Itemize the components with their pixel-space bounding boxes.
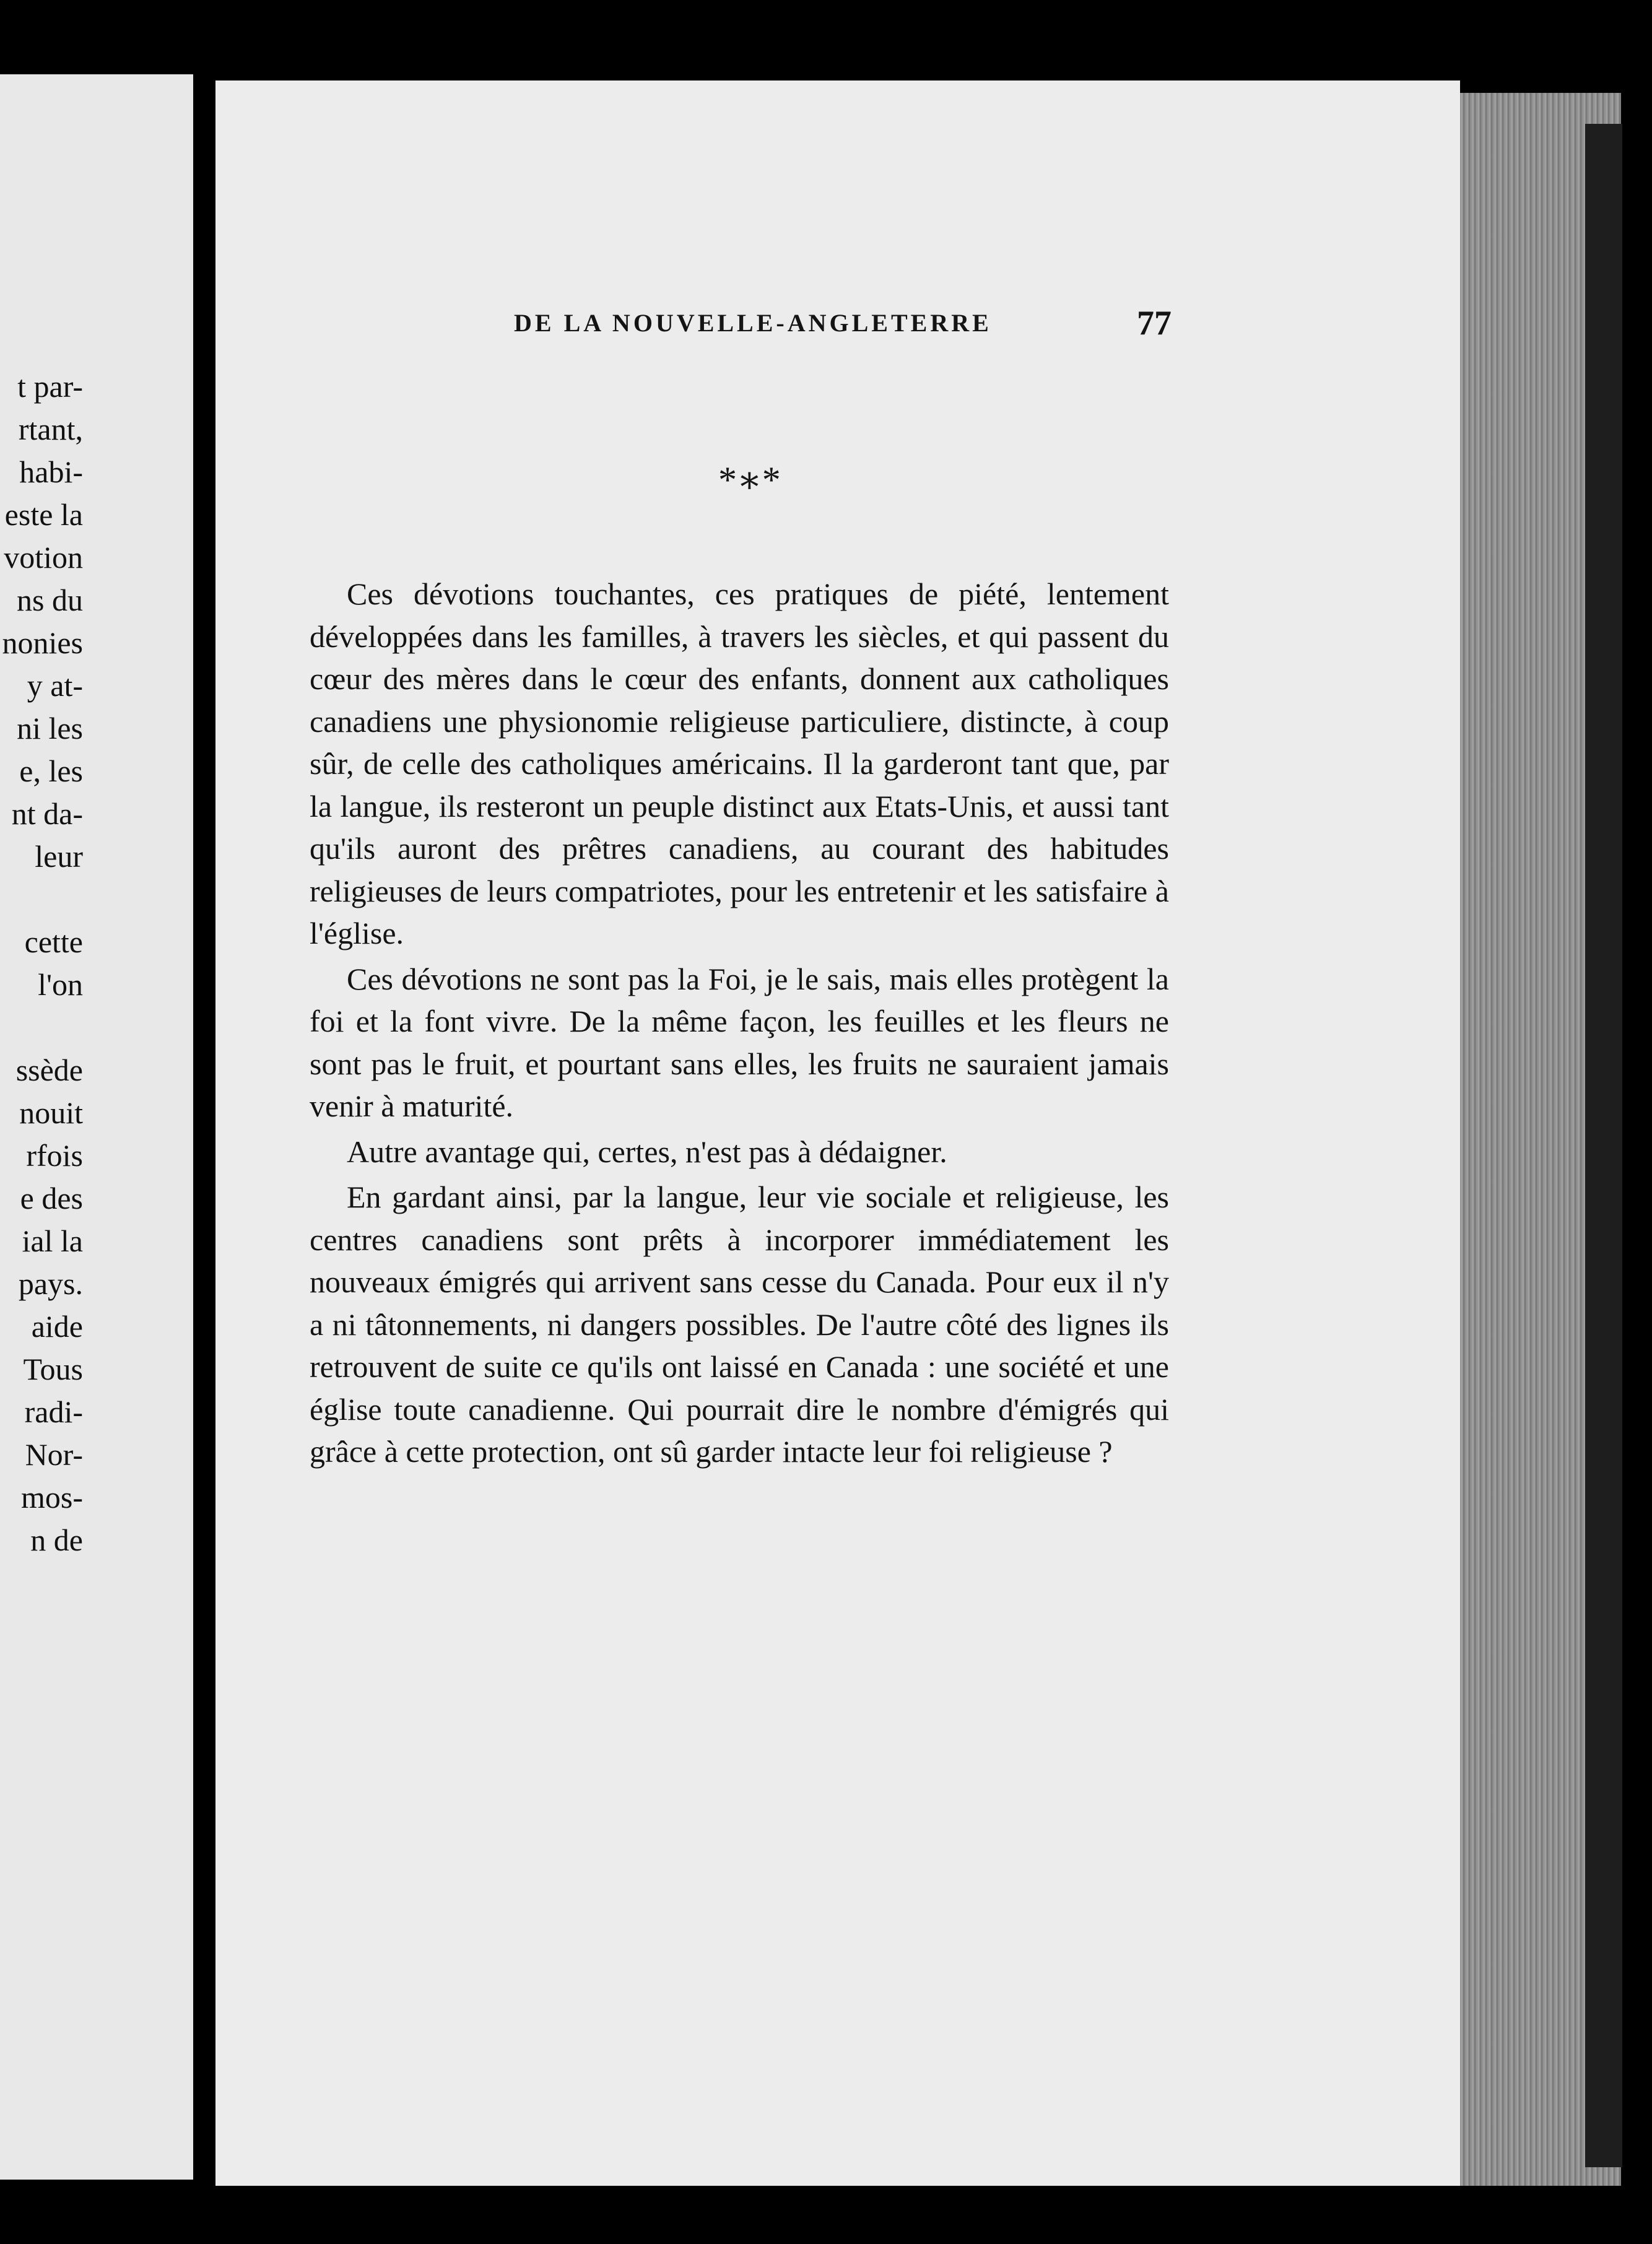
fragment-line: votion xyxy=(4,540,83,575)
fragment-line: cette xyxy=(24,924,83,959)
fragment-line: ssède xyxy=(15,1053,83,1087)
fragment-line xyxy=(0,1006,193,1049)
fragment-line: radi- xyxy=(24,1394,83,1429)
running-head: DE LA NOUVELLE-ANGLETERRE xyxy=(514,309,992,337)
fragment-line: nouit xyxy=(19,1095,83,1130)
fragment-line: e des xyxy=(20,1181,83,1216)
fragment-line: Nor- xyxy=(25,1437,83,1472)
fragment-line: nt da- xyxy=(11,796,83,831)
page-gutter xyxy=(193,74,215,2180)
fragment-line: n de xyxy=(30,1523,83,1557)
paragraph: Autre avantage qui, certes, n'est pas à dédaigner. xyxy=(347,1134,947,1169)
section-ornament: *∗* xyxy=(718,459,781,500)
book-edge-shadow xyxy=(1585,124,1622,2167)
fragment-line xyxy=(0,878,193,921)
body-text xyxy=(310,573,1169,1473)
fragment-line: ial la xyxy=(22,1224,83,1258)
fragment-line: l'on xyxy=(38,967,83,1002)
fragment-line: este la xyxy=(4,497,83,532)
fragment-line: nonies xyxy=(2,625,83,660)
facing-page-left xyxy=(0,74,193,2180)
fragment-line: ns du xyxy=(17,583,83,617)
fragment-line: mos- xyxy=(21,1480,83,1515)
facing-page-fragments xyxy=(0,365,193,1562)
fragment-line: aide xyxy=(31,1309,83,1344)
fragment-line: leur xyxy=(35,839,83,874)
fragment-line: rtant, xyxy=(18,412,83,446)
fragment-line: t par- xyxy=(17,369,83,404)
fragment-line: Tous xyxy=(23,1352,83,1386)
fragment-line: habi- xyxy=(19,454,83,489)
paragraph: Ces dévotions touchantes, ces pratiques de piété, lentement développées dans les familles, à travers les siècles, et qui passent du cœur des mères dans le cœur des enfants, donnent aux catholiques canadiens une physionomie religieuse particuliere, distincte, à coup sûr, de celle des catholiques américains. Il la garderont tant que, par la langue, ils resteront un peuple distinct aux Etats-Unis, et aussi tant qu'ils auront des prêtres canadiens, au courant des habitudes religieuses de leurs compatriotes, pour les entretenir et les satisfaire à l'église. xyxy=(310,576,1169,950)
page-number: 77 xyxy=(1137,304,1172,342)
paragraph: Ces dévotions ne sont pas la Foi, je le sais, mais elles protègent la foi et la font vivre. De la même façon, les feuilles et les fleurs ne sont pas le fruit, et pourtant sans elles, les fruits ne sauraient jamais venir à maturité. xyxy=(310,961,1169,1123)
fragment-line: e, les xyxy=(19,754,83,788)
fragment-line: ni les xyxy=(17,711,83,746)
fragment-line: pays. xyxy=(18,1266,83,1301)
paragraph: En gardant ainsi, par la langue, leur vie sociale et religieuse, les centres canadiens sont prêts à incorporer immédiatement les nouveaux émigrés qui arrivent sans cesse du Canada. Pour eux il n'y a ni tâtonnements, ni dangers possibles. De l'autre côté des lignes ils retrouvent de suite ce qu'ils ont laissé en Canada : une société et une église toute canadienne. Qui pourrait dire le nombre d'émigrés qui grâce à cette protection, ont sû garder intacte leur foi religieuse ? xyxy=(310,1180,1169,1469)
fragment-line: rfois xyxy=(26,1138,83,1173)
fragment-line: y at- xyxy=(27,668,83,703)
